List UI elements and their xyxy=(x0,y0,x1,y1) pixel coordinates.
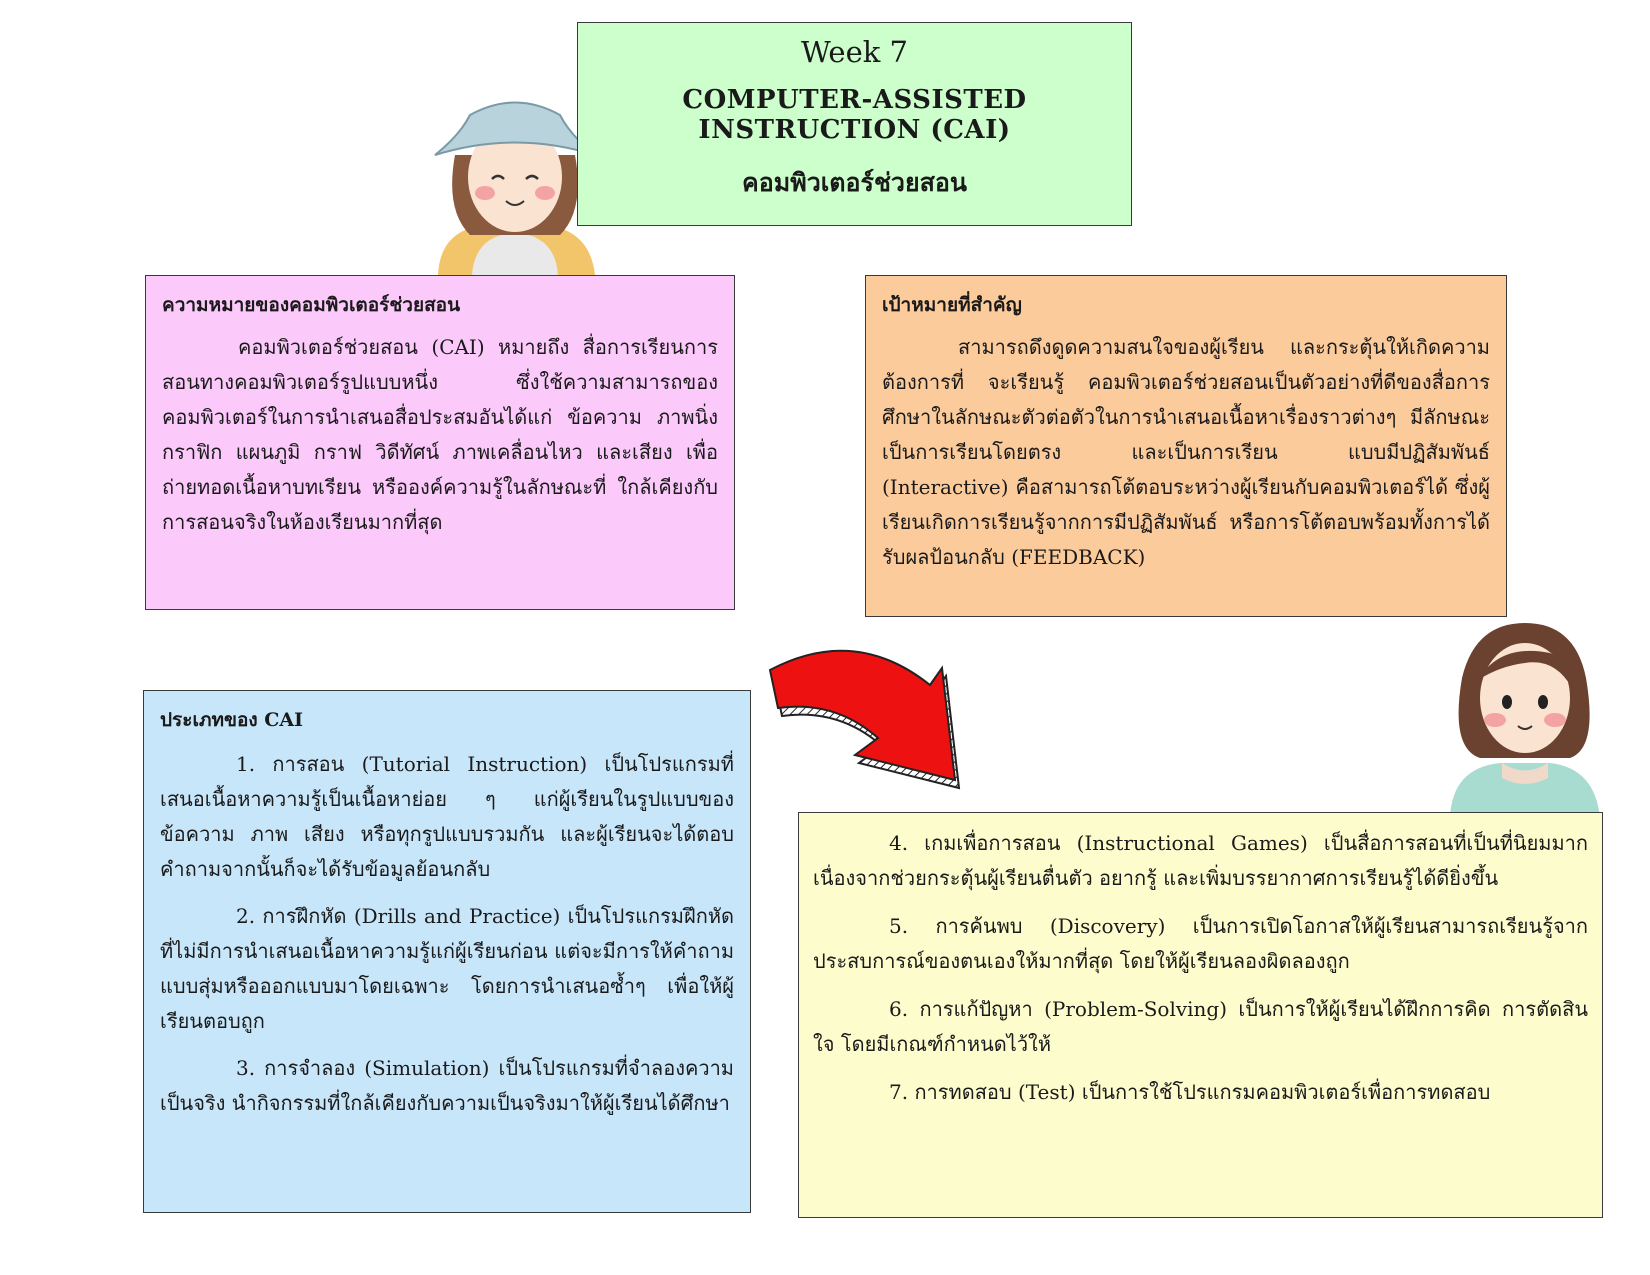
title-box xyxy=(577,22,1132,226)
goals-heading: เป้าหมายที่สำคัญ xyxy=(882,294,1022,316)
girl-illustration xyxy=(1440,618,1605,818)
definition-box xyxy=(145,275,735,610)
cai-type-item: 1. การสอน (Tutorial Instruction) เป็นโปรแกรมที่เสนอเนื้อหาความรู้เป็นเนื้อหาย่อย ๆ แก่ผู้เรียนในรูปแบบของข้อความ ภาพ เสียง หรือทุกรูปแบบรวมกัน และผู้เรียนจะได้ตอบคำถามจากนั้นก็จะได้รับข้อมูลย้อนกลับ xyxy=(160,752,734,881)
cai-types-heading: ประเภทของ CAI xyxy=(160,709,304,731)
girl-hat-illustration xyxy=(430,95,600,275)
cai-types-box xyxy=(143,690,751,1213)
cai-types-continued-box xyxy=(798,812,1603,1218)
week-label: Week 7 xyxy=(800,35,908,69)
cai-type-item: 6. การแก้ปัญหา (Problem-Solving) เป็นการให้ผู้เรียนได้ฝึกการคิด การตัดสินใจ โดยมีเกณฑ์กำหนดไว้ให้ xyxy=(813,997,1588,1056)
cai-type-item: 3. การจำลอง (Simulation) เป็นโปรแกรมที่จำลองความเป็นจริง นำกิจกรรมที่ใกล้เคียงกับความเป็นจริงมาให้ผู้เรียนได้ศึกษา xyxy=(160,1056,734,1115)
definition-heading: ความหมายของคอมพิวเตอร์ช่วยสอน xyxy=(162,294,461,316)
cai-type-item: 2. การฝึกหัด (Drills and Practice) เป็นโปรแกรมฝึกหัดที่ไม่มีการนำเสนอเนื้อหาความรู้แก่ผู้เรียนก่อน แต่จะมีการให้คำถามแบบสุ่มหรือออกแบบมาโดยเฉพาะ โดยการนำเสนอซ้ำๆ เพื่อให้ผู้เรียนตอบถูก xyxy=(160,904,734,1033)
goals-text: สามารถดึงดูดความสนใจของผู้เรียน และกระตุ้นให้เกิดความต้องการที่ จะเรียนรู้ คอมพิวเตอร์ช่วยสอนเป็นตัวอย่างที่ดีของสื่อการศึกษาในลักษณะตัวต่อตัวในการนำเสนอเนื้อหาเรื่องราวต่างๆ มีลักษณะเป็นการเรียนโดยตรง และเป็นการเรียน แบบมีปฏิสัมพันธ์ (Interactive) คือสามารถโต้ตอบระหว่างผู้เรียนกับคอมพิวเตอร์ได้ ซึ่งผู้เรียนเกิดการเรียนรู้จากการมีปฏิสัมพันธ์ หรือการโต้ตอบพร้อมทั้งการได้รับผลป้อนกลับ (FEEDBACK) xyxy=(882,335,1490,569)
cai-type-item: 7. การทดสอบ (Test) เป็นการใช้โปรแกรมคอมพิวเตอร์เพื่อการทดสอบ xyxy=(889,1080,1491,1104)
goals-box xyxy=(865,275,1507,617)
cai-type-item: 5. การค้นพบ (Discovery) เป็นการเปิดโอกาสให้ผู้เรียนสามารถเรียนรู้จากประสบการณ์ของตนเองให้มากที่สุด โดยให้ผู้เรียนลองผิดลองถูก xyxy=(813,914,1588,973)
title-english: COMPUTER-ASSISTED INSTRUCTION (CAI) xyxy=(682,85,1027,145)
curved-arrow-icon xyxy=(760,630,990,800)
title-thai: คอมพิวเตอร์ช่วยสอน xyxy=(742,168,967,197)
definition-text: คอมพิวเตอร์ช่วยสอน (CAI) หมายถึง สื่อการเรียนการสอนทางคอมพิวเตอร์รูปแบบหนึ่ง ซึ่งใช้ความสามารถของคอมพิวเตอร์ในการนำเสนอสื่อประสมอันได้แก่ ข้อความ ภาพนิ่ง กราฟิก แผนภูมิ กราฟ วิดีทัศน์ ภาพเคลื่อนไหว และเสียง เพื่อถ่ายทอดเนื้อหาบทเรียน หรือองค์ความรู้ในลักษณะที่ ใกล้เคียงกับการสอนจริงในห้องเรียนมากที่สุด xyxy=(162,335,718,534)
cai-type-item: 4. เกมเพื่อการสอน (Instructional Games) เป็นสื่อการสอนที่เป็นที่นิยมมาก เนื่องจากช่วยกระตุ้นผู้เรียนตื่นตัว อยากรู้ และเพิ่มบรรยากาศการเรียนรู้ได้ดียิ่งขึ้น xyxy=(813,831,1588,890)
